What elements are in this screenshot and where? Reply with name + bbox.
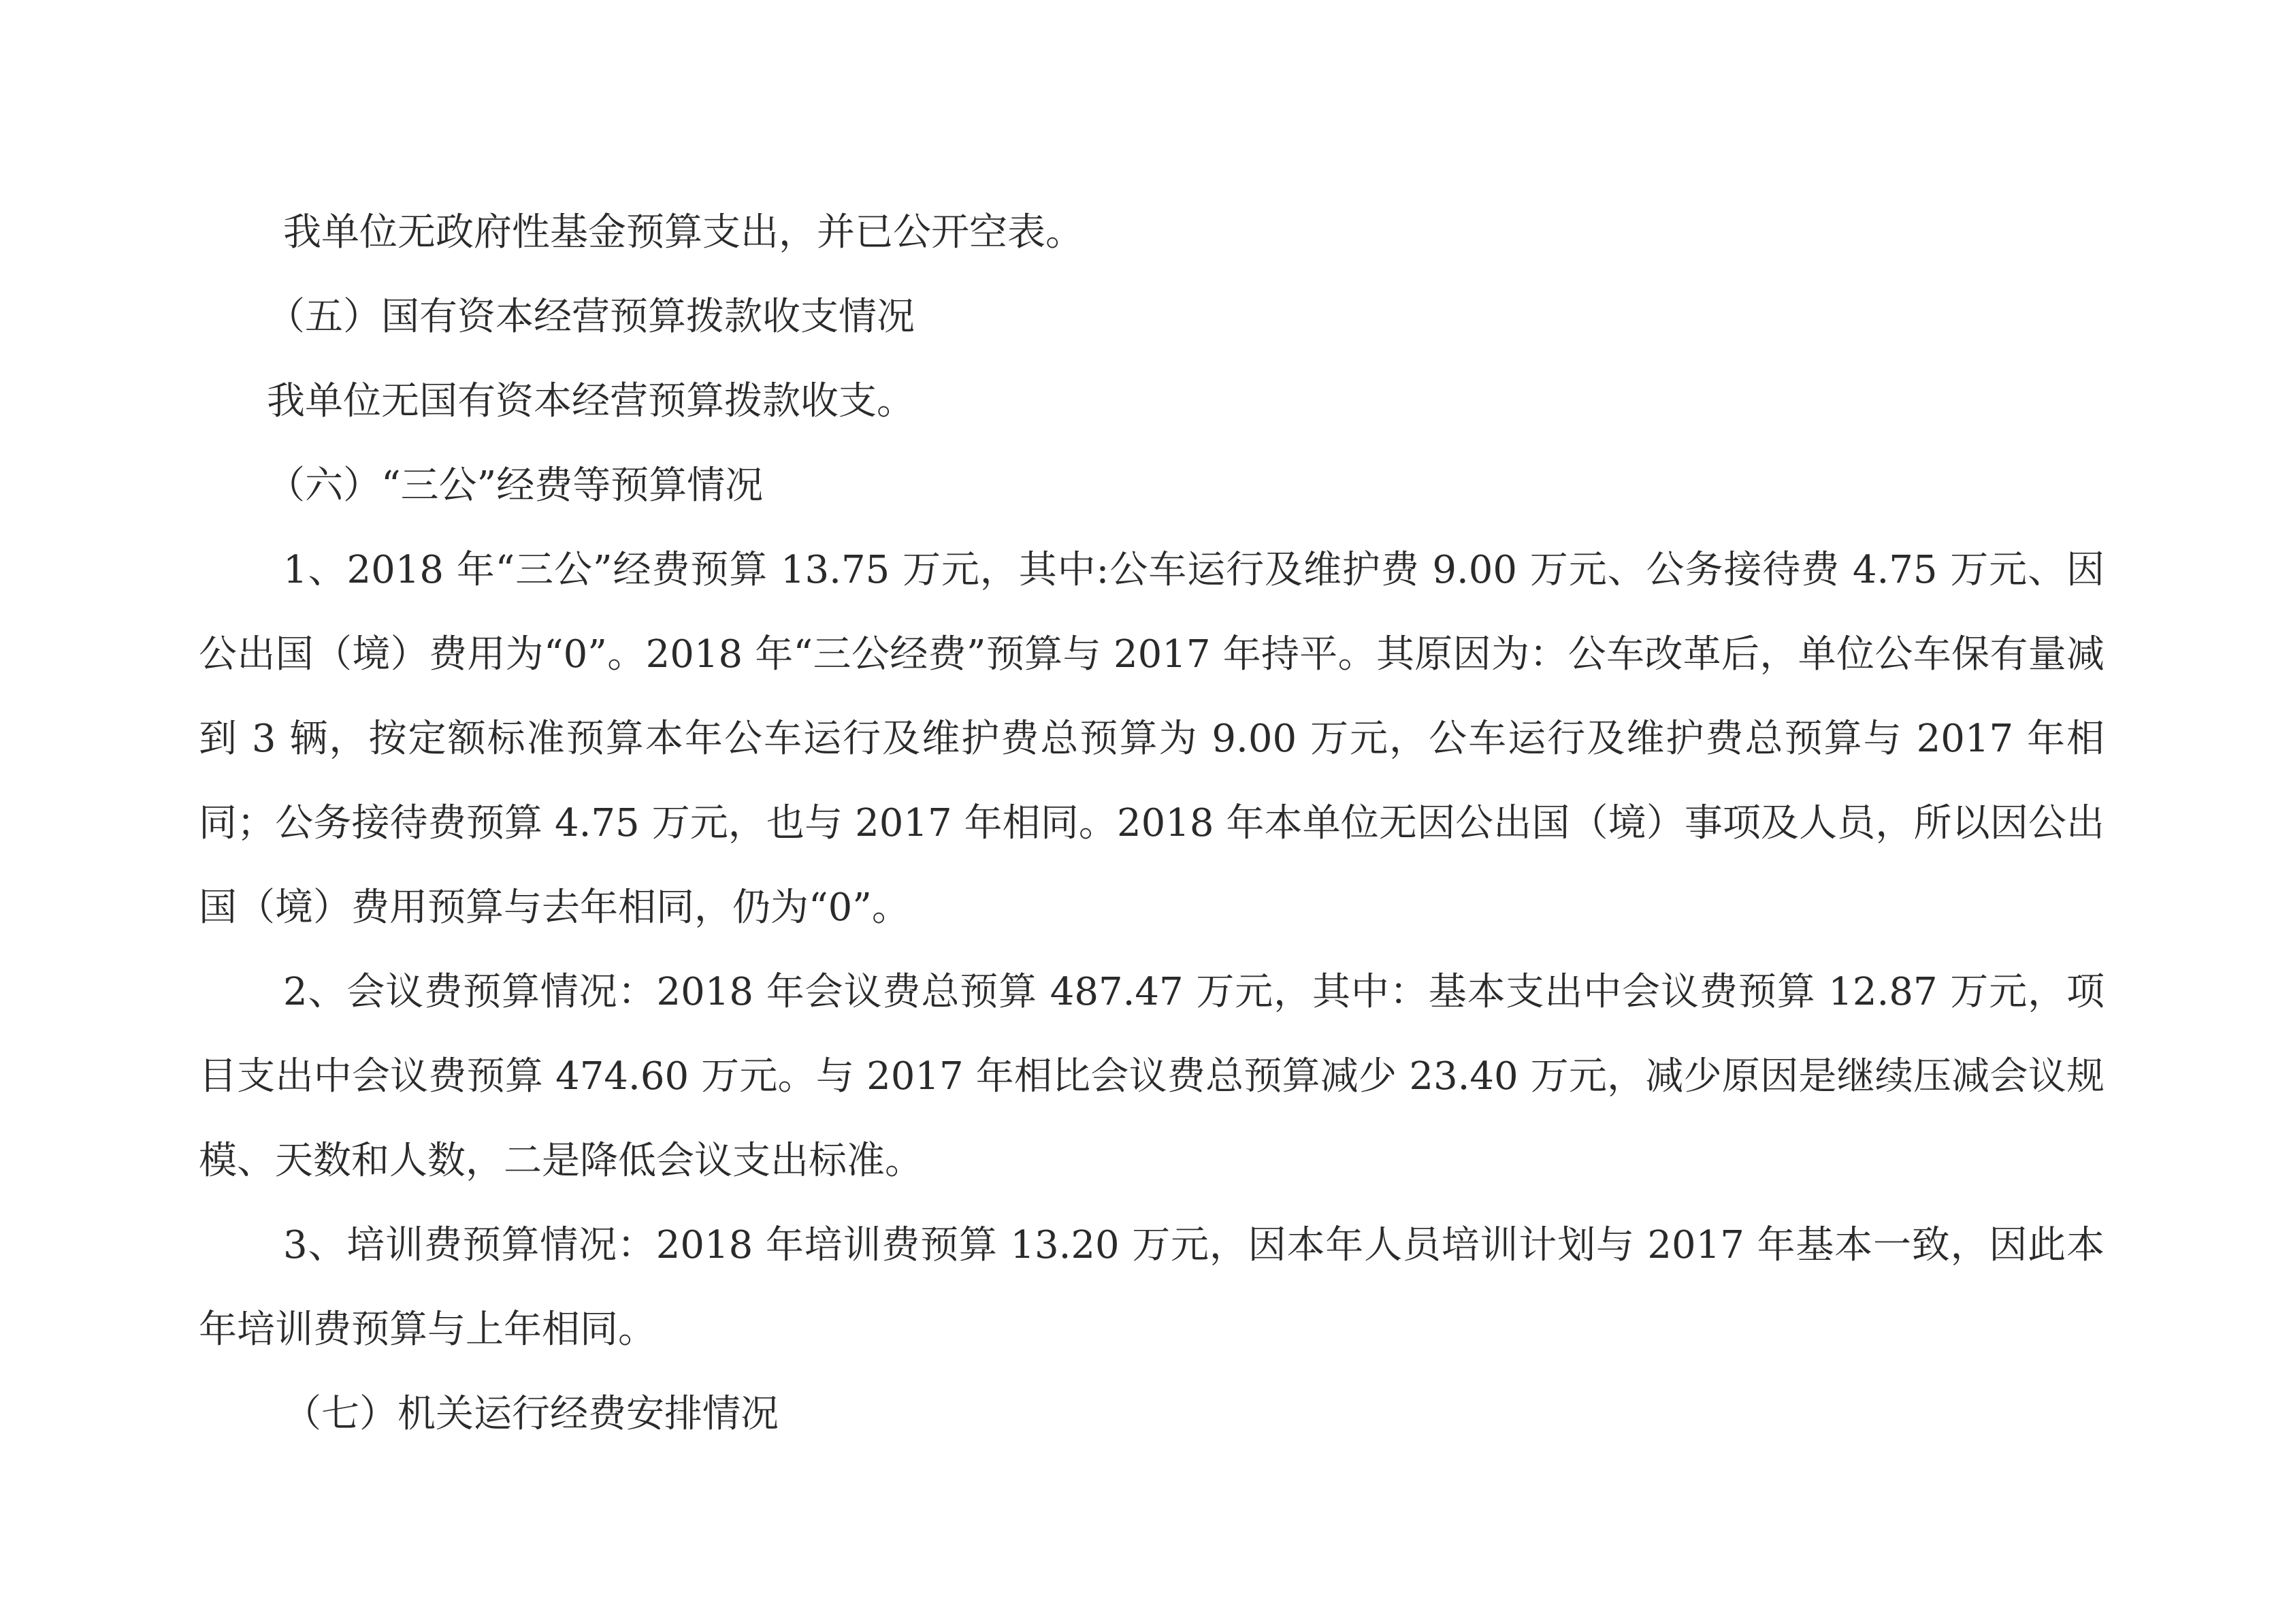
paragraph-meeting-budget: 2、会议费预算情况：2018 年会议费总预算 487.47 万元，其中：基本支出中会议费预算 12.87 万元，项目支出中会议费预算 474.60 万元。与 2017 年相比会议费总预算减少 23.40 万元，减少原因是继续压减会议规模、天数和人数，二是降低会议支出标准。 bbox=[199, 970, 2105, 1183]
paragraph-three-public-budget: 1、2018 年“三公”经费预算 13.75 万元，其中:公车运行及维护费 9.00 万元、公务接待费 4.75 万元、因公出国（境）费用为“0”。2018 年“三公经费”预算与 2017 年持平。其原因为：公车改革后，单位公车保有量减到 3 辆，按定额标准预算本年公车运行及维护费总预算为 9.00 万元，公车运行及维护费总预算与 2017 年相同；公务接待费预算 4.75 万元，也与 2017 年相同。2018 年本单位无因公出国（境）事项及人员，所以因公出国（境）费用预算与去年相同，仍为“0”。 bbox=[199, 548, 2105, 930]
paragraph-state-capital: 我单位无国有资本经营预算拨款收支。 bbox=[267, 379, 915, 423]
document-body bbox=[199, 191, 2105, 1457]
paragraph-government-fund: 我单位无政府性基金预算支出，并已公开空表。 bbox=[283, 210, 1084, 255]
heading-state-capital: （五）国有资本经营预算拨款收支情况 bbox=[267, 295, 915, 339]
paragraph-training-budget: 3、培训费预算情况：2018 年培训费预算 13.20 万元，因本年人员培训计划与 2017 年基本一致，因此本年培训费预算与上年相同。 bbox=[199, 1223, 2105, 1352]
heading-agency-operating-expenses: （七）机关运行经费安排情况 bbox=[283, 1392, 779, 1436]
heading-three-public-expenses: （六）“三公”经费等预算情况 bbox=[267, 464, 764, 508]
